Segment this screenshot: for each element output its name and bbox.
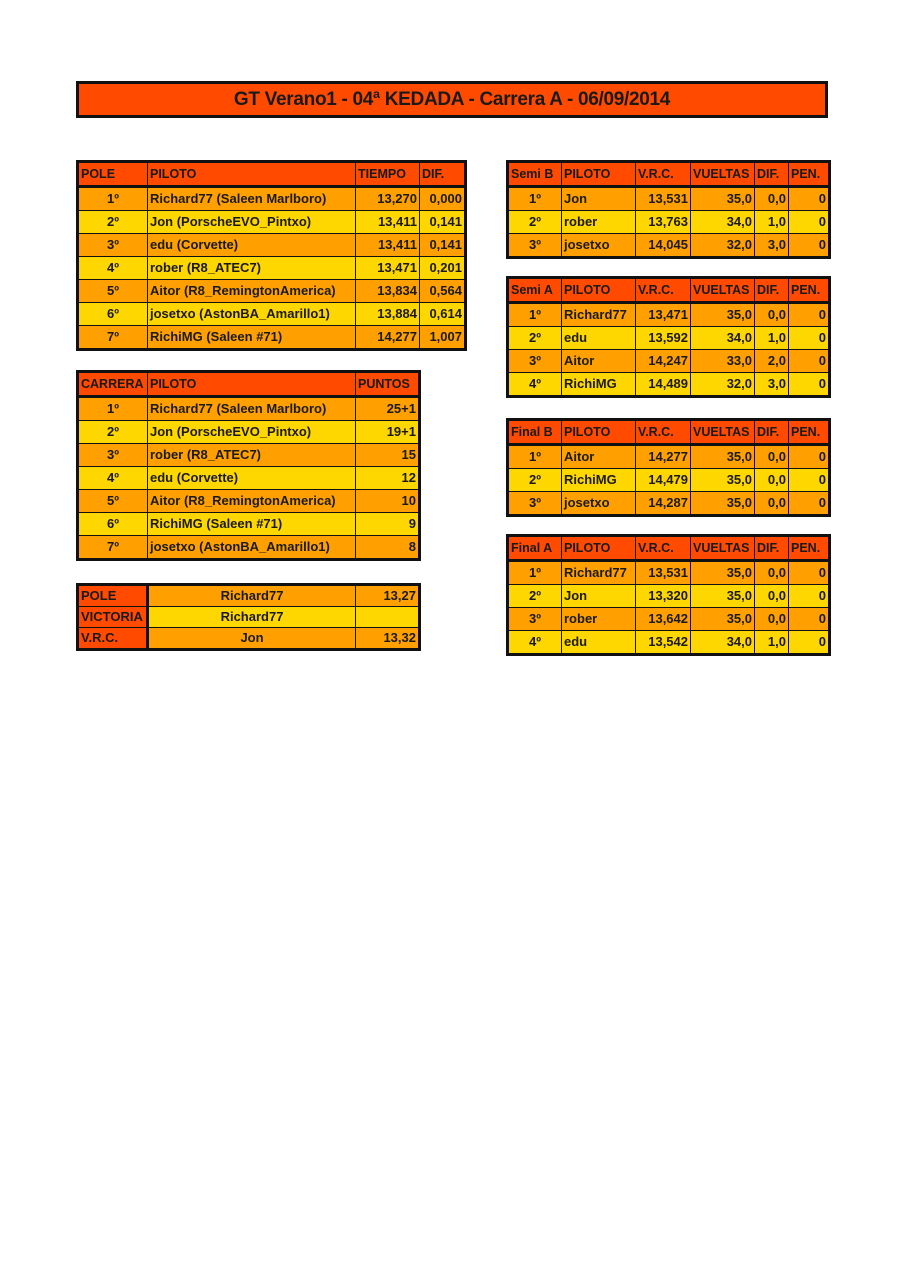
table-row [78,187,466,211]
header-piloto: PILOTO [562,420,636,445]
pos: 1º [508,561,562,585]
dif: 0,614 [420,303,466,326]
carrera-table [76,370,421,561]
pen: 0 [789,327,830,350]
vueltas: 34,0 [691,211,755,234]
pen: 0 [789,445,830,469]
summary-piloto: Richard77 [148,607,356,628]
piloto: RichiMG (Saleen #71) [148,513,356,536]
tiempo: 13,411 [356,234,420,257]
header-tiempo: TIEMPO [356,162,420,187]
piloto: RichiMG [562,469,636,492]
dif: 0,0 [755,187,789,211]
table-row [78,280,466,303]
pos: 1º [508,303,562,327]
table-row [78,211,466,234]
pos: 2º [78,211,148,234]
vrc: 14,287 [636,492,691,516]
vrc: 14,479 [636,469,691,492]
header-vrc: V.R.C. [636,420,691,445]
dif: 1,0 [755,211,789,234]
piloto: rober (R8_ATEC7) [148,444,356,467]
piloto: josetxo [562,234,636,258]
pen: 0 [789,631,830,655]
table-row [508,350,830,373]
table-row [78,303,466,326]
page-title: GT Verano1 - 04ª KEDADA - Carrera A - 06/09/2014 [76,81,828,118]
vueltas: 35,0 [691,303,755,327]
table-row [78,490,420,513]
vrc: 13,763 [636,211,691,234]
header-piloto: PILOTO [562,536,636,561]
dif: 0,0 [755,492,789,516]
header-dif: DIF. [755,162,789,187]
dif: 2,0 [755,350,789,373]
carrera-table-header [78,372,420,397]
dif: 0,0 [755,445,789,469]
vrc: 13,320 [636,585,691,608]
pen: 0 [789,469,830,492]
vrc: 14,277 [636,445,691,469]
dif: 0,000 [420,187,466,211]
piloto: Jon [562,585,636,608]
semi-a-header [508,278,830,303]
dif: 0,0 [755,585,789,608]
pos: 1º [508,187,562,211]
puntos: 10 [356,490,420,513]
table-row [508,303,830,327]
vueltas: 35,0 [691,492,755,516]
pen: 0 [789,234,830,258]
piloto: edu (Corvette) [148,467,356,490]
piloto: rober [562,608,636,631]
table-row [508,327,830,350]
pos: 4º [78,467,148,490]
pos: 1º [508,445,562,469]
vueltas: 32,0 [691,373,755,397]
dif: 0,0 [755,303,789,327]
dif: 1,0 [755,327,789,350]
pos: 5º [78,490,148,513]
pos: 2º [508,469,562,492]
header-vrc: V.R.C. [636,278,691,303]
pen: 0 [789,187,830,211]
final-a-header [508,536,830,561]
dif: 0,564 [420,280,466,303]
table-row [78,536,420,560]
piloto: Aitor [562,350,636,373]
pen: 0 [789,492,830,516]
pos: 2º [508,585,562,608]
table-row [508,585,830,608]
pen: 0 [789,373,830,397]
piloto: Richard77 (Saleen Marlboro) [148,187,356,211]
table-row [508,492,830,516]
piloto: josetxo [562,492,636,516]
vrc: 13,542 [636,631,691,655]
table-row [508,234,830,258]
piloto: RichiMG (Saleen #71) [148,326,356,350]
pos: 3º [78,234,148,257]
summary-row-vrc [78,628,420,650]
dif: 3,0 [755,234,789,258]
table-row [78,513,420,536]
piloto: Aitor [562,445,636,469]
summary-valor [356,607,420,628]
header-pen: PEN. [789,278,830,303]
pos: 7º [78,536,148,560]
dif: 0,0 [755,608,789,631]
final-b-table [506,418,831,517]
tiempo: 13,270 [356,187,420,211]
table-row [508,469,830,492]
vrc: 13,471 [636,303,691,327]
pen: 0 [789,561,830,585]
vueltas: 32,0 [691,234,755,258]
vrc: 14,247 [636,350,691,373]
piloto: josetxo (AstonBA_Amarillo1) [148,303,356,326]
piloto: Richard77 (Saleen Marlboro) [148,397,356,421]
header-vueltas: VUELTAS [691,162,755,187]
table-row [78,397,420,421]
vueltas: 35,0 [691,187,755,211]
table-row [78,467,420,490]
puntos: 19+1 [356,421,420,444]
pos: 3º [508,608,562,631]
puntos: 12 [356,467,420,490]
pos: 3º [508,492,562,516]
pos: 1º [78,187,148,211]
vueltas: 34,0 [691,327,755,350]
pos: 3º [508,234,562,258]
header-vueltas: VUELTAS [691,278,755,303]
header-piloto: PILOTO [562,162,636,187]
header-vrc: V.R.C. [636,162,691,187]
pen: 0 [789,608,830,631]
header-carrera: CARRERA [78,372,148,397]
header-pole: POLE [78,162,148,187]
piloto: Aitor (R8_RemingtonAmerica) [148,490,356,513]
header-heat: Semi B [508,162,562,187]
piloto: edu (Corvette) [148,234,356,257]
summary-valor: 13,27 [356,585,420,607]
table-row [508,561,830,585]
pole-table-header [78,162,466,187]
pos: 1º [78,397,148,421]
final-b-header [508,420,830,445]
dif: 3,0 [755,373,789,397]
piloto: rober [562,211,636,234]
pos: 2º [78,421,148,444]
table-row [78,421,420,444]
header-piloto: PILOTO [148,372,356,397]
dif: 0,141 [420,211,466,234]
vrc: 14,045 [636,234,691,258]
table-row [78,444,420,467]
semi-b-table [506,160,831,259]
table-row [508,445,830,469]
summary-row-victoria [78,607,420,628]
pos: 6º [78,513,148,536]
summary-table [76,583,421,651]
header-heat: Final A [508,536,562,561]
pos: 6º [78,303,148,326]
dif: 0,201 [420,257,466,280]
pos: 2º [508,327,562,350]
vrc: 13,592 [636,327,691,350]
semi-b-header [508,162,830,187]
vueltas: 34,0 [691,631,755,655]
pos: 4º [78,257,148,280]
vrc: 13,642 [636,608,691,631]
header-heat: Semi A [508,278,562,303]
table-row [508,608,830,631]
table-row [78,257,466,280]
dif: 0,0 [755,561,789,585]
piloto: Jon [562,187,636,211]
header-pen: PEN. [789,536,830,561]
header-heat: Final B [508,420,562,445]
pos: 3º [508,350,562,373]
summary-row-pole [78,585,420,607]
table-row [508,187,830,211]
puntos: 9 [356,513,420,536]
piloto: Richard77 [562,561,636,585]
piloto: Richard77 [562,303,636,327]
header-pen: PEN. [789,162,830,187]
pen: 0 [789,350,830,373]
table-row [508,373,830,397]
summary-piloto: Richard77 [148,585,356,607]
pos: 5º [78,280,148,303]
summary-label: V.R.C. [78,628,148,650]
dif: 1,0 [755,631,789,655]
pen: 0 [789,585,830,608]
tiempo: 13,884 [356,303,420,326]
header-dif: DIF. [420,162,466,187]
final-a-table [506,534,831,656]
header-puntos: PUNTOS [356,372,420,397]
tiempo: 13,471 [356,257,420,280]
dif: 0,0 [755,469,789,492]
semi-a-table [506,276,831,398]
summary-valor: 13,32 [356,628,420,650]
header-vrc: V.R.C. [636,536,691,561]
piloto: rober (R8_ATEC7) [148,257,356,280]
vrc: 13,531 [636,561,691,585]
pos: 2º [508,211,562,234]
tiempo: 13,834 [356,280,420,303]
vrc: 13,531 [636,187,691,211]
header-piloto: PILOTO [148,162,356,187]
vrc: 14,489 [636,373,691,397]
pos: 4º [508,631,562,655]
table-row [508,631,830,655]
header-vueltas: VUELTAS [691,420,755,445]
table-row [78,326,466,350]
pen: 0 [789,303,830,327]
vueltas: 35,0 [691,608,755,631]
header-dif: DIF. [755,536,789,561]
summary-label: VICTORIA [78,607,148,628]
tiempo: 13,411 [356,211,420,234]
pos: 7º [78,326,148,350]
pos: 4º [508,373,562,397]
summary-label: POLE [78,585,148,607]
header-vueltas: VUELTAS [691,536,755,561]
dif: 0,141 [420,234,466,257]
vueltas: 33,0 [691,350,755,373]
piloto: josetxo (AstonBA_Amarillo1) [148,536,356,560]
vueltas: 35,0 [691,561,755,585]
header-dif: DIF. [755,420,789,445]
piloto: Jon (PorscheEVO_Pintxo) [148,421,356,444]
vueltas: 35,0 [691,445,755,469]
vueltas: 35,0 [691,469,755,492]
piloto: Jon (PorscheEVO_Pintxo) [148,211,356,234]
piloto: edu [562,327,636,350]
header-dif: DIF. [755,278,789,303]
piloto: RichiMG [562,373,636,397]
header-pen: PEN. [789,420,830,445]
summary-piloto: Jon [148,628,356,650]
piloto: edu [562,631,636,655]
pos: 3º [78,444,148,467]
puntos: 25+1 [356,397,420,421]
puntos: 8 [356,536,420,560]
vueltas: 35,0 [691,585,755,608]
pen: 0 [789,211,830,234]
dif: 1,007 [420,326,466,350]
tiempo: 14,277 [356,326,420,350]
pole-table [76,160,467,351]
table-row [78,234,466,257]
table-row [508,211,830,234]
piloto: Aitor (R8_RemingtonAmerica) [148,280,356,303]
header-piloto: PILOTO [562,278,636,303]
puntos: 15 [356,444,420,467]
